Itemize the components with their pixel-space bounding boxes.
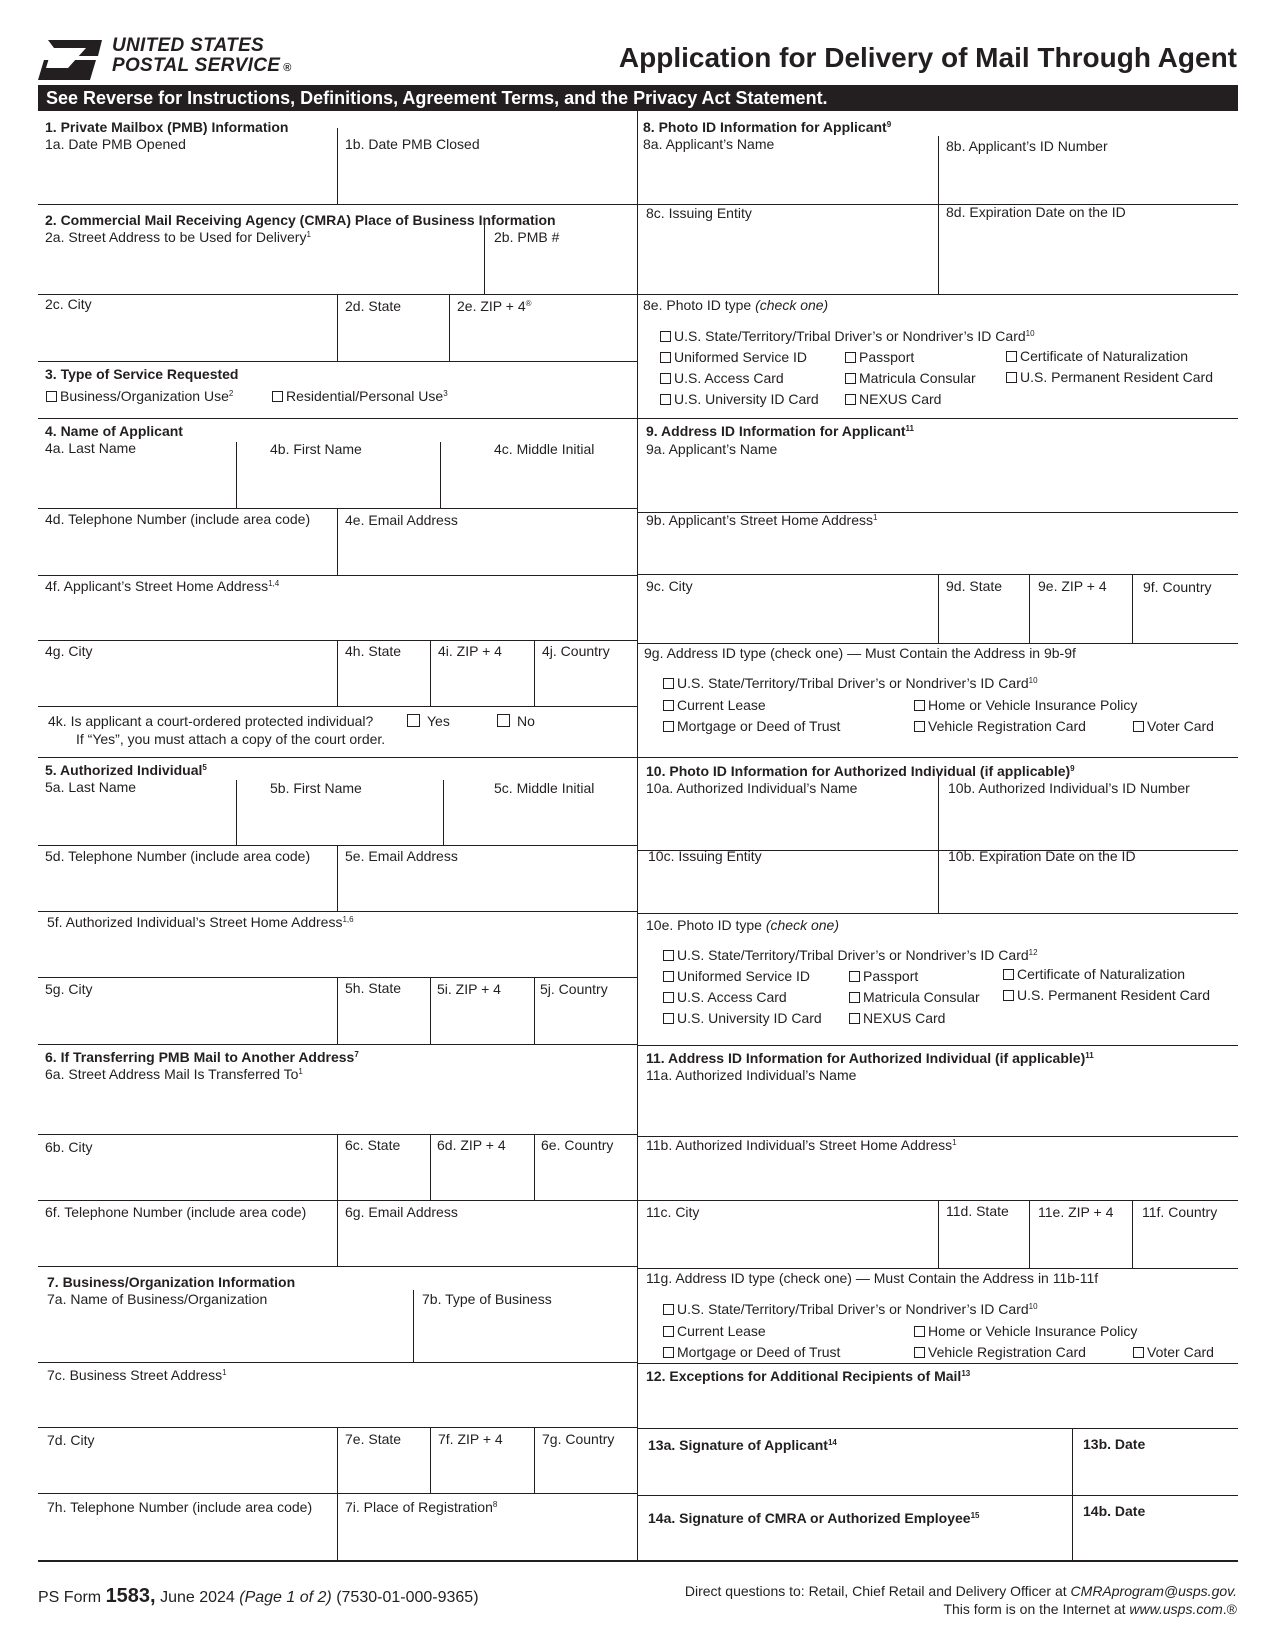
field-5f-label: 5f. Authorized Individual’s Street Home Address$^{1,6}$ — [47, 914, 354, 930]
field-2c-label: 2c. City — [45, 296, 92, 312]
field-4h-label: 4h. State — [345, 643, 402, 659]
checkbox-box[interactable] — [914, 721, 925, 732]
s8-opt-university-checkbox[interactable]: U.S. University ID Card — [660, 391, 819, 408]
rule — [430, 977, 431, 1044]
rule — [938, 774, 939, 913]
field-6c-label: 6c. State — [345, 1137, 401, 1153]
rule — [38, 361, 638, 362]
field-5e-label: 5e. Email Address — [345, 848, 458, 864]
rule — [38, 204, 638, 205]
rule — [337, 1200, 338, 1266]
s9-opt-voter-checkbox[interactable]: Voter Card — [1133, 718, 1214, 735]
rule — [38, 845, 638, 846]
rule — [449, 294, 450, 361]
form-bottom-rule — [38, 1560, 1238, 1562]
s8-opt-passport-checkbox[interactable]: Passport — [845, 349, 914, 366]
s11-opt-vehicle-reg-checkbox[interactable]: Vehicle Registration Card — [914, 1344, 1086, 1361]
checkbox-box[interactable] — [46, 391, 57, 402]
rule — [38, 1362, 638, 1363]
field-13a-label: 13a. Signature of Applicant$^{14}$ — [648, 1437, 837, 1453]
rule — [38, 1266, 638, 1267]
rule — [637, 643, 1238, 644]
section-4-heading: 4. Name of Applicant — [45, 423, 183, 439]
s8-opt-state-id-checkbox[interactable]: U.S. State/Territory/Tribal Driver’s or Nondriver’s ID Card$^{10}$ — [660, 328, 1035, 345]
field-5h-label: 5h. State — [345, 980, 402, 996]
field-4g-label: 4g. City — [45, 643, 93, 659]
s8-opt-resident-card-checkbox[interactable]: U.S. Permanent Resident Card — [1006, 369, 1213, 386]
checkbox-box[interactable] — [1003, 990, 1014, 1001]
s8-opt-nexus-checkbox[interactable]: NEXUS Card — [845, 391, 941, 408]
checkbox-box[interactable] — [660, 373, 671, 384]
s10-opt-naturalization-checkbox[interactable]: Certificate of Naturalization — [1003, 966, 1185, 983]
checkbox-box[interactable] — [663, 992, 674, 1003]
field-11e-label: 11e. ZIP + 4 — [1038, 1204, 1114, 1220]
checkbox-box[interactable] — [660, 394, 671, 405]
rule — [534, 1134, 535, 1200]
field-11b-label: 11b. Authorized Individual’s Street Home Address$^1$ — [646, 1137, 957, 1153]
rule — [637, 294, 1238, 295]
field-10e-label: 10e. Photo ID type (check one) — [646, 917, 840, 933]
website-line: This form is on the Internet at www.usps.com.® — [943, 1601, 1237, 1617]
s8-opt-access-card-checkbox[interactable]: U.S. Access Card — [660, 370, 784, 387]
logo-line1: UNITED STATES — [112, 35, 265, 56]
rule — [38, 911, 638, 912]
s8-opt-naturalization-checkbox[interactable]: Certificate of Naturalization — [1006, 348, 1188, 365]
checkbox-box[interactable] — [660, 352, 671, 363]
field-4a-label: 4a. Last Name — [45, 440, 137, 456]
rule — [38, 757, 638, 758]
field-5j-label: 5j. Country — [540, 981, 608, 997]
s11-opt-insurance-checkbox[interactable]: Home or Vehicle Insurance Policy — [914, 1323, 1137, 1340]
field-2d-label: 2d. State — [345, 298, 402, 314]
field-8d-label: 8d. Expiration Date on the ID — [946, 204, 1126, 220]
rule — [337, 508, 338, 575]
field-2e-label: 2e. ZIP + 4® — [457, 298, 532, 314]
logo-registered-mark: ® — [283, 62, 292, 74]
field-5i-label: 5i. ZIP + 4 — [437, 981, 501, 997]
field-5a-label: 5a. Last Name — [45, 779, 137, 795]
s9-opt-vehicle-reg-checkbox[interactable]: Vehicle Registration Card — [914, 718, 1086, 735]
s11-opt-lease-checkbox[interactable]: Current Lease — [663, 1323, 766, 1340]
checkbox-box[interactable] — [914, 1326, 925, 1337]
s8-opt-matricula-checkbox[interactable]: Matricula Consular — [845, 370, 976, 387]
rule — [637, 1495, 1238, 1496]
s10-opt-resident-card-checkbox[interactable]: U.S. Permanent Resident Card — [1003, 987, 1210, 1004]
website-link[interactable]: www.usps.com — [1129, 1601, 1223, 1617]
checkbox-box[interactable] — [845, 352, 856, 363]
checkbox-box[interactable] — [663, 1347, 674, 1358]
rule — [337, 977, 338, 1044]
field-10c-label: 10c. Issuing Entity — [648, 848, 762, 864]
rule — [38, 1427, 638, 1428]
field-7a-label: 7a. Name of Business/Organization — [47, 1291, 268, 1307]
section-11-heading: 11. Address ID Information for Authorized Individual (if applicable)$^{11}$ — [646, 1050, 1094, 1066]
checkbox-box[interactable] — [1003, 969, 1014, 980]
footer-contact — [685, 1582, 1237, 1618]
checkbox-box[interactable] — [660, 331, 671, 342]
checkbox-box[interactable] — [914, 1347, 925, 1358]
field-7g-label: 7g. Country — [542, 1431, 615, 1447]
field-14a-label: 14a. Signature of CMRA or Authorized Employee$^{15}$ — [648, 1510, 980, 1526]
checkbox-box[interactable] — [845, 373, 856, 384]
s10-opt-matricula-checkbox[interactable]: Matricula Consular — [849, 989, 980, 1006]
usps-eagle-logo-icon — [38, 38, 104, 82]
rule — [1072, 1428, 1073, 1560]
rule — [337, 1427, 338, 1493]
field-10b-label: 10b. Authorized Individual’s ID Number — [948, 780, 1190, 796]
rule — [440, 442, 441, 508]
s10-opt-uniformed-checkbox[interactable]: Uniformed Service ID — [663, 968, 810, 985]
rule — [443, 780, 444, 845]
field-11g-label: 11g. Address ID type (check one) — Must Contain the Address in 11b-11f — [646, 1270, 1099, 1286]
field-11c-label: 11c. City — [646, 1204, 700, 1220]
field-9d-label: 9d. State — [946, 578, 1003, 594]
checkbox-box[interactable] — [407, 714, 420, 727]
checkbox-box[interactable] — [1133, 1347, 1144, 1358]
s9-opt-state-id-checkbox[interactable]: U.S. State/Territory/Tribal Driver’s or Nondriver’s ID Card$^{10}$ — [663, 675, 1038, 692]
residential-use-checkbox[interactable]: Residential/Personal Use$^3$ — [272, 388, 448, 405]
rule — [337, 128, 338, 204]
checkbox-box[interactable] — [663, 1304, 674, 1315]
checkbox-box[interactable] — [849, 992, 860, 1003]
rule — [38, 418, 638, 419]
rule — [637, 1428, 1238, 1429]
field-7f-label: 7f. ZIP + 4 — [438, 1431, 503, 1447]
field-1b-label: 1b. Date PMB Closed — [345, 136, 480, 152]
s10-opt-passport-checkbox[interactable]: Passport — [849, 968, 918, 985]
contact-email-link[interactable]: CMRAprogram@usps.gov. — [1070, 1583, 1237, 1599]
field-9b-label: 9b. Applicant’s Street Home Address$^1$ — [646, 512, 878, 528]
rule — [337, 640, 338, 706]
checkbox-box[interactable] — [1006, 351, 1017, 362]
rule — [38, 575, 638, 576]
field-6d-label: 6d. ZIP + 4 — [437, 1137, 506, 1153]
field-6g-label: 6g. Email Address — [345, 1204, 458, 1220]
rule — [430, 1134, 431, 1200]
rule — [337, 1493, 338, 1560]
column-divider — [637, 111, 638, 1561]
checkbox-box[interactable] — [663, 971, 674, 982]
checkbox-box[interactable] — [272, 391, 283, 402]
field-8a-label: 8a. Applicant’s Name — [643, 136, 775, 152]
field-7h-label: 7h. Telephone Number (include area code) — [47, 1499, 313, 1515]
field-6a-label: 6a. Street Address Mail Is Transferred To$^1$ — [45, 1066, 303, 1082]
field-6f-label: 6f. Telephone Number (include area code) — [45, 1204, 307, 1220]
checkbox-box[interactable] — [663, 678, 674, 689]
field-9c-label: 9c. City — [646, 578, 693, 594]
section-9-heading: 9. Address ID Information for Applicant$^{11}$ — [646, 423, 915, 439]
rule — [637, 1268, 1238, 1269]
field-4k-note: If “Yes”, you must attach a copy of the court order. — [76, 731, 386, 747]
checkbox-box[interactable] — [497, 714, 510, 727]
rule — [637, 1045, 1238, 1046]
s9-opt-mortgage-checkbox[interactable]: Mortgage or Deed of Trust — [663, 718, 840, 735]
field-9e-label: 9e. ZIP + 4 — [1038, 578, 1107, 594]
field-4e-label: 4e. Email Address — [345, 512, 458, 528]
section-1-heading: 1. Private Mailbox (PMB) Information — [45, 119, 289, 135]
s10-opt-access-card-checkbox[interactable]: U.S. Access Card — [663, 989, 787, 1006]
protected-no-checkbox[interactable]: No — [497, 713, 535, 730]
field-9a-label: 9a. Applicant’s Name — [646, 441, 778, 457]
field-1a-label: 1a. Date PMB Opened — [45, 136, 186, 152]
field-7e-label: 7e. State — [345, 1431, 402, 1447]
logo-line2: POSTAL SERVICE — [112, 55, 281, 76]
logo-text — [112, 36, 292, 78]
field-13b-label: 13b. Date — [1083, 1436, 1146, 1452]
field-11a-label: 11a. Authorized Individual’s Name — [646, 1067, 857, 1083]
form-identifier: PS Form 1583, June 2024 (Page 1 of 2) (7530-01-000-9365) — [38, 1585, 479, 1607]
rule — [337, 294, 338, 361]
field-9f-label: 9f. Country — [1143, 579, 1212, 595]
form-title: Application for Delivery of Mail Through Agent — [618, 42, 1237, 73]
rule — [534, 977, 535, 1044]
field-4b-label: 4b. First Name — [270, 441, 362, 457]
rule — [1132, 574, 1133, 643]
field-4j-label: 4j. Country — [542, 643, 610, 659]
rule — [430, 640, 431, 706]
field-8c-label: 8c. Issuing Entity — [646, 205, 752, 221]
section-12-heading: 12. Exceptions for Additional Recipients of Mail$^{13}$ — [646, 1368, 971, 1384]
field-9g-label: 9g. Address ID type (check one) — Must Contain the Address in 9b-9f — [644, 645, 1076, 661]
checkbox-box[interactable] — [1133, 721, 1144, 732]
rule — [236, 442, 237, 508]
s11-opt-state-id-checkbox[interactable]: U.S. State/Territory/Tribal Driver’s or Nondriver’s ID Card$^{10}$ — [663, 1301, 1038, 1318]
rule — [938, 136, 939, 294]
field-8b-label: 8b. Applicant’s ID Number — [946, 138, 1108, 154]
field-14b-label: 14b. Date — [1083, 1503, 1146, 1519]
rule — [38, 1200, 638, 1201]
field-4i-label: 4i. ZIP + 4 — [438, 643, 502, 659]
rule — [38, 508, 638, 509]
rule — [430, 1427, 431, 1493]
checkbox-box[interactable] — [849, 1013, 860, 1024]
field-7c-label: 7c. Business Street Address$^1$ — [47, 1367, 227, 1383]
business-use-checkbox[interactable]: Business/Organization Use$^2$ — [46, 388, 233, 405]
field-7d-label: 7d. City — [47, 1432, 95, 1448]
field-10d-label: 10b. Expiration Date on the ID — [948, 848, 1136, 864]
rule — [938, 1200, 939, 1268]
field-4d-label: 4d. Telephone Number (include area code) — [45, 511, 311, 527]
field-8e-label: 8e. Photo ID type (check one) — [643, 297, 829, 313]
rule — [337, 845, 338, 911]
s10-opt-university-checkbox[interactable]: U.S. University ID Card — [663, 1010, 822, 1027]
rule — [1029, 574, 1030, 643]
s10-opt-nexus-checkbox[interactable]: NEXUS Card — [849, 1010, 945, 1027]
section-6-heading: 6. If Transferring PMB Mail to Another Address$^7$ — [45, 1049, 359, 1065]
rule — [1132, 1200, 1133, 1268]
checkbox-box[interactable] — [663, 700, 674, 711]
field-5g-label: 5g. City — [45, 981, 93, 997]
checkbox-box[interactable] — [845, 394, 856, 405]
checkbox-box[interactable] — [849, 971, 860, 982]
field-10a-label: 10a. Authorized Individual’s Name — [646, 780, 858, 796]
rule — [413, 1290, 414, 1362]
checkbox-box[interactable] — [663, 1013, 674, 1024]
field-4k-label: 4k. Is applicant a court-ordered protected individual? — [48, 713, 374, 729]
checkbox-box[interactable] — [914, 700, 925, 711]
s10-opt-state-id-checkbox[interactable]: U.S. State/Territory/Tribal Driver’s or Nondriver’s ID Card$^{12}$ — [663, 947, 1038, 964]
s11-opt-voter-checkbox[interactable]: Voter Card — [1133, 1344, 1214, 1361]
field-7i-label: 7i. Place of Registration$^8$ — [345, 1499, 498, 1515]
protected-yes-checkbox[interactable]: Yes — [407, 713, 450, 730]
rule — [38, 977, 638, 978]
rule — [534, 1427, 535, 1493]
rule — [637, 1363, 1238, 1364]
field-7b-label: 7b. Type of Business — [422, 1291, 552, 1307]
rule — [236, 780, 237, 845]
rule — [484, 222, 485, 294]
section-8-heading: 8. Photo ID Information for Applicant$^9$ — [643, 119, 892, 135]
rule — [337, 1134, 338, 1200]
checkbox-box[interactable] — [663, 1326, 674, 1337]
rule — [1029, 1200, 1030, 1268]
field-11f-label: 11f. Country — [1142, 1204, 1218, 1220]
field-6e-label: 6e. Country — [541, 1137, 614, 1153]
rule — [38, 640, 638, 641]
field-5b-label: 5b. First Name — [270, 780, 362, 796]
field-2b-label: 2b. PMB # — [494, 229, 560, 245]
field-6b-label: 6b. City — [45, 1139, 93, 1155]
section-2-heading: 2. Commercial Mail Receiving Agency (CMRA) Place of Business Information — [45, 212, 556, 228]
rule — [637, 757, 1238, 758]
s9-opt-insurance-checkbox[interactable]: Home or Vehicle Insurance Policy — [914, 697, 1137, 714]
checkbox-box[interactable] — [1006, 372, 1017, 383]
rule — [38, 1134, 638, 1135]
field-4f-label: 4f. Applicant’s Street Home Address$^{1,4}$ — [45, 578, 280, 594]
checkbox-box[interactable] — [663, 721, 674, 732]
s8-opt-uniformed-checkbox[interactable]: Uniformed Service ID — [660, 349, 807, 366]
rule — [938, 574, 939, 643]
rule — [637, 418, 1238, 419]
field-11d-label: 11d. State — [946, 1203, 1009, 1219]
instructions-banner: See Reverse for Instructions, Definitions, Agreement Terms, and the Privacy Act Statement. — [38, 85, 1238, 111]
section-10-heading: 10. Photo ID Information for Authorized Individual (if applicable)$^9$ — [646, 763, 1075, 779]
rule — [637, 913, 1238, 914]
field-2a-label: 2a. Street Address to be Used for Delivery$^1$ — [45, 229, 311, 245]
contact-line: Direct questions to: Retail, Chief Retail and Delivery Officer at CMRAprogram@usps.gov. — [684, 1583, 1237, 1599]
rule — [534, 640, 535, 706]
rule — [38, 1493, 638, 1494]
section-3-heading: 3. Type of Service Requested — [45, 366, 239, 382]
checkbox-box[interactable] — [663, 950, 674, 961]
section-7-heading: 7. Business/Organization Information — [47, 1274, 296, 1290]
s9-opt-lease-checkbox[interactable]: Current Lease — [663, 697, 766, 714]
s11-opt-mortgage-checkbox[interactable]: Mortgage or Deed of Trust — [663, 1344, 840, 1361]
section-5-heading: 5. Authorized Individual$^5$ — [45, 762, 207, 778]
rule — [38, 1044, 638, 1045]
field-5d-label: 5d. Telephone Number (include area code) — [45, 848, 311, 864]
rule — [38, 706, 638, 707]
rule — [38, 294, 638, 295]
field-5c-label: 5c. Middle Initial — [494, 780, 595, 796]
field-4c-label: 4c. Middle Initial — [494, 441, 595, 457]
